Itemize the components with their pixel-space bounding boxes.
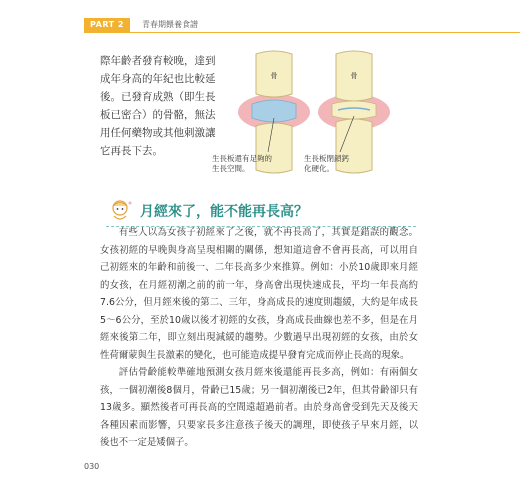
book-title: 青春期餵養食譜 [142, 20, 198, 29]
part-badge: PART 2 [84, 18, 130, 32]
section-title: 月經來了，能不能再長高？ [140, 204, 308, 220]
growth-plate-figure [212, 48, 402, 178]
intro-text: 際年齡者發育較晚，達到成年身高的年紀也比較延後。已發育成熟（即生長板已密合）的骨骼，無法用任何藥物或其他刺激讓它再長下去。 [100, 55, 216, 157]
bone-label-left: 骨 [270, 72, 278, 80]
left-figure-caption: 生長板還有足夠的生長空間。 [212, 154, 272, 173]
article-body [100, 224, 418, 452]
body-paragraph-2: 評估骨齡能較準確地預測女孩月經來後還能再長多高，例如：有兩個女孩，一個初潮後8個月，骨齡已15歲；另一個初潮後已2年，但其骨齡卻只有13歲多。顯然後者可再長高的空間遠超過前者。由於身高會受到先天及後天各種因素而影響，只要家長多注意孩子後天的調理，即使孩子早來月經，以後也不一定是矮個子。 [100, 367, 418, 448]
header-rule [84, 32, 520, 33]
intro-paragraph [100, 52, 218, 160]
body-paragraph-1: 有些人以為女孩子初經來了之後，就不再長高了，其實是錯誤的觀念。女孩初經的早晚與身高呈現相關的關係，想知道這會不會再長高，可以用自己初經來的年齡和前後一、二年長高多少來推算。例如：小於10歲即來月經的女孩，在月經初潮之前的前一年，身高會出現快速成長，平均一年長高約7.6公分，但月經來後的第二、三年，身高成長的速度則趨緩，大約是年成長5～6公分，至於10歲以後才初經的女孩，身高成長曲線也差不多，但是在月經來後第二年，即立刻出現減緩的趨勢。少數過早出現初經的女孩，由於女性荷爾蒙與生長激素的變化，也可能造成提早發育完成而停止長高的現象。 [100, 227, 418, 361]
right-figure-caption: 生長板閉鎖鈣化硬化。 [304, 154, 349, 173]
girl-doodle-icon [106, 198, 136, 224]
page-number: 030 [84, 462, 100, 471]
page-header [0, 0, 520, 34]
bone-label-right: 骨 [350, 72, 358, 80]
